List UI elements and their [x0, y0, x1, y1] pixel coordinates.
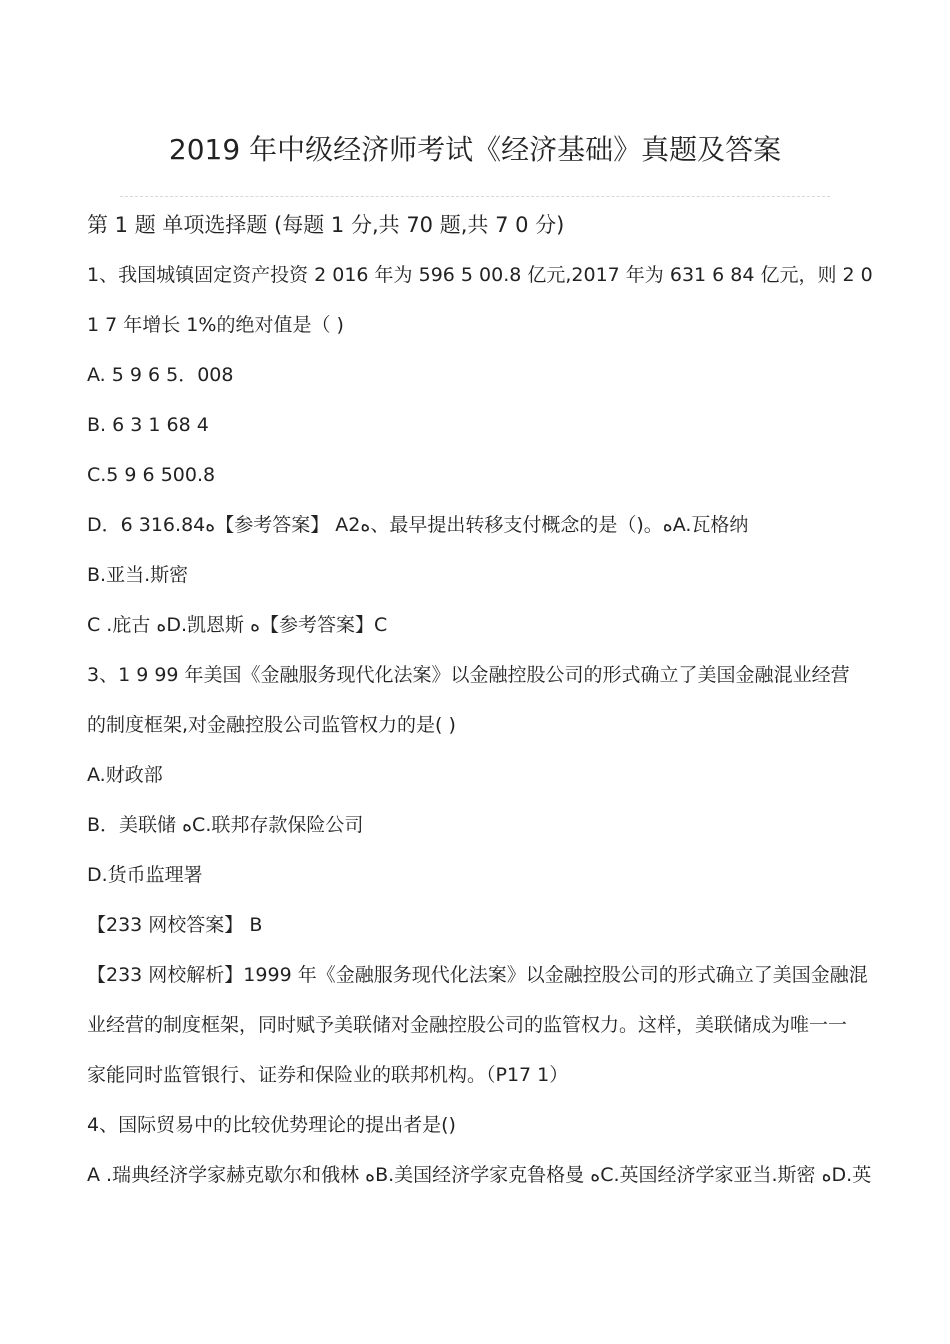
answer-line: 【233 网校答案】 B	[87, 914, 263, 936]
text-line-q3-cont: 的制度框架,对金融控股公司监管权力的是( )	[87, 714, 456, 736]
document-title: 2019 年中级经济师考试《经济基础》真题及答案	[168, 133, 782, 166]
text-line-q1: 1、我国城镇固定资产投资 2 016 年为 596 5 00.8 亿元,2017 年为 631 6 84 亿元，则 2 0	[87, 264, 873, 286]
explanation-line: 家能同时监管银行、证券和保险业的联邦机构。（P17 1）	[87, 1064, 569, 1086]
title-divider	[120, 196, 830, 197]
section-heading: 第 1 题 单项选择题 (每题 1 分,共 70 题,共 7 0 分)	[87, 213, 565, 237]
option-answer-line: C .庇古 ﻩD.凯恩斯 ﻩ【参考答案】C	[87, 614, 388, 636]
option-line: A .瑞典经济学家赫克歇尔和俄林 ﻩB.美国经济学家克鲁格曼 ﻩC.英国经济学家亚当.斯密 ﻩD.英	[87, 1164, 872, 1186]
option-answer-line: D．6 316.84ﻩ【参考答案】 A2ﻩ、最早提出转移支付概念的是（)。ﻩA.瓦格纳	[87, 514, 749, 536]
explanation-line: 业经营的制度框架，同时赋予美联储对金融控股公司的监管权力。这样，美联储成为唯一一	[87, 1014, 848, 1036]
option-line: D.货币监理署	[87, 864, 203, 886]
explanation-line: 【233 网校解析】1999 年《金融服务现代化法案》以金融控股公司的形式确立了美国金融混	[87, 964, 868, 986]
text-line-q4: 4、国际贸易中的比较优势理论的提出者是()	[87, 1114, 456, 1136]
option-line: A. 5 9 6 5．008	[87, 364, 234, 386]
option-line: A.财政部	[87, 764, 163, 786]
option-line: B．美联储 ﻩC.联邦存款保险公司	[87, 814, 364, 836]
text-line-q3: 3、1 9 99 年美国《金融服务现代化法案》以金融控股公司的形式确立了美国金融混业经营	[87, 664, 850, 686]
option-line: C.5 9 6 500.8	[87, 464, 216, 486]
option-line: B. 6 3 1 68 4	[87, 414, 209, 436]
text-line-q1-cont: 1 7 年增长 1%的绝对值是（ )	[87, 314, 344, 336]
option-line: B.亚当.斯密	[87, 564, 189, 586]
